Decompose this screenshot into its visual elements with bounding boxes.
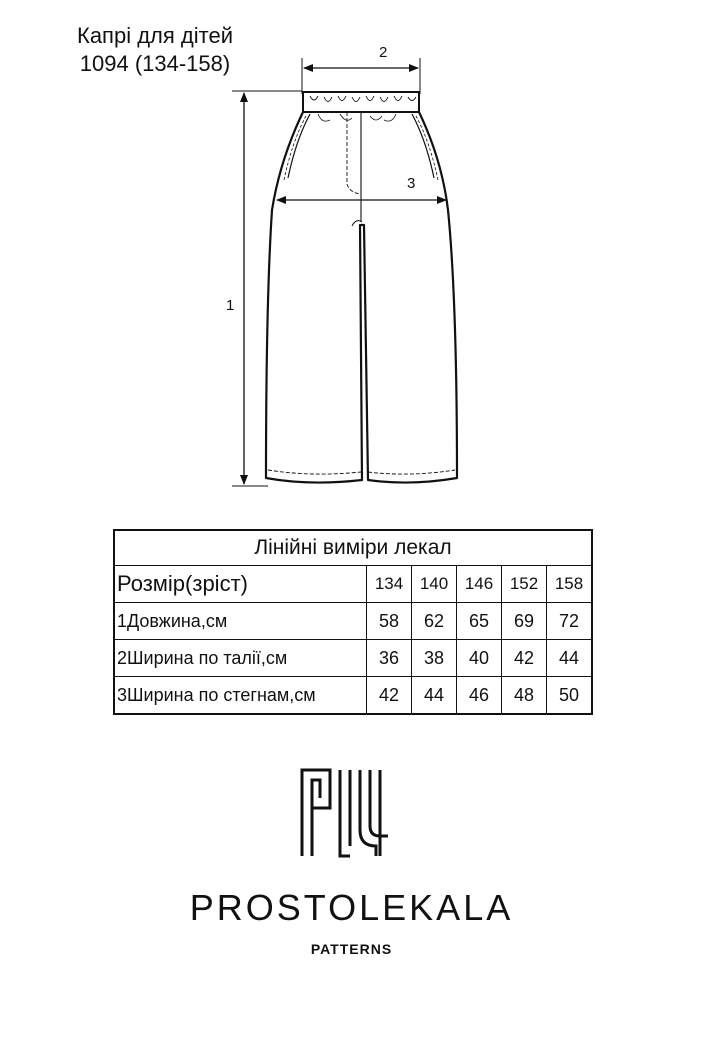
value-cell: 38 [412,640,457,677]
value-cell: 40 [457,640,502,677]
product-name: Капрі для дітей [77,23,233,48]
right-pocket [412,114,434,178]
left-pocket [288,114,310,178]
value-cell: 44 [412,677,457,715]
measurements-table [113,529,593,715]
size-row-label: Розмір(зріст) [114,566,367,603]
value-cell: 50 [547,677,593,715]
right-hem-stitch [368,470,455,474]
value-cell: 42 [502,640,547,677]
value-cell: 65 [457,603,502,640]
hip-dimension-label: 3 [407,175,416,192]
size-cell: 158 [547,566,593,603]
size-row [114,566,592,603]
row-label: 2Ширина по талії,см [114,640,367,677]
table-row [114,677,592,715]
size-cell: 140 [412,566,457,603]
value-cell: 36 [367,640,412,677]
value-cell: 58 [367,603,412,640]
left-hem-stitch [268,470,361,474]
row-label: 1Довжина,см [114,603,367,640]
table-row [114,640,592,677]
product-code-sizes: 1094 (134-158) [79,51,231,76]
size-cell: 134 [367,566,412,603]
table-row [114,603,592,640]
value-cell: 48 [502,677,547,715]
size-cell: 146 [457,566,502,603]
length-dimension-label: 1 [226,297,235,314]
value-cell: 69 [502,603,547,640]
table-heading-row [114,530,592,566]
capri-pants-drawing [0,0,703,520]
table-heading: Лінійні виміри лекал [114,530,592,566]
fly-stitch [347,112,360,194]
row-label: 3Ширина по стегнам,см [114,677,367,715]
brand-name: PROSTOLEKALA [189,887,514,928]
brand-tagline: PATTERNS [310,941,393,957]
value-cell: 46 [457,677,502,715]
waistband [303,92,419,112]
value-cell: 42 [367,677,412,715]
value-cell: 62 [412,603,457,640]
prostolekala-logo-icon [300,768,390,858]
value-cell: 44 [547,640,593,677]
waist-dimension-label: 2 [379,44,388,61]
value-cell: 72 [547,603,593,640]
size-cell: 152 [502,566,547,603]
